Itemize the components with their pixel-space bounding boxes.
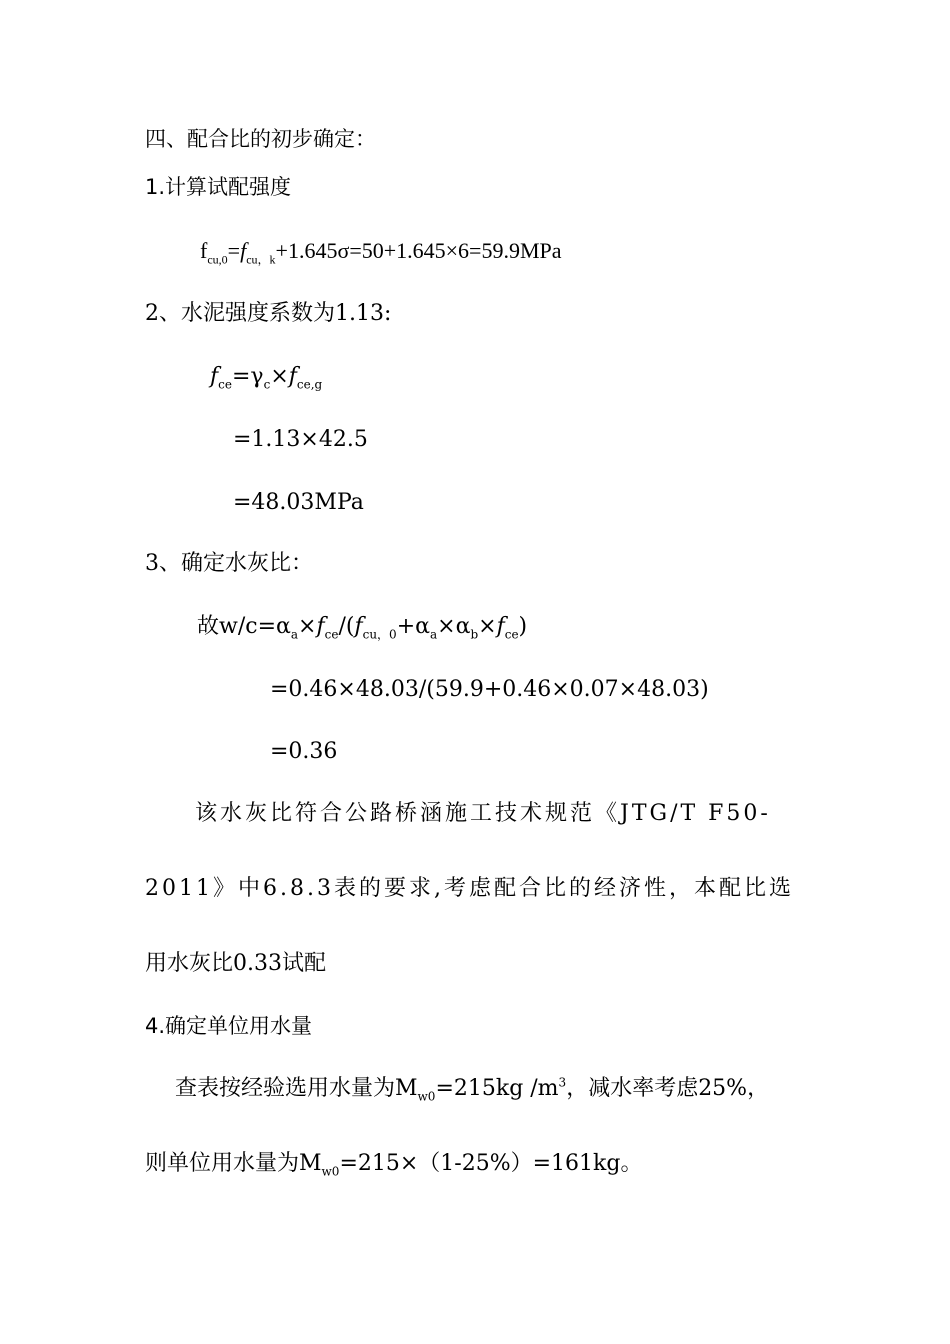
step-2-title: 2、水泥强度系数为1.13: (145, 301, 392, 326)
water-paragraph-line-2: 则单位用水量为$M_{w0}=215\times(1-25\%)=161kg$。 (145, 1151, 643, 1179)
wc-paragraph-line-3: 用水灰比0.33试配 (145, 951, 326, 976)
formula-trial-strength: $f_{cu,0}=f_{cu,k}+1.645\sigma=50+1.645\times 6=59.9MPa$ (200, 238, 562, 267)
water-paragraph-line-1: 查表按经验选用水量为$M_{w0}=215kg$ $/m^3$，减水率考虑25%， (175, 1075, 770, 1104)
wc-paragraph-line-2: 2011》中6.8.3表的要求,考虑配合比的经济性，本配比选 (145, 876, 794, 901)
formula-water-cement-ratio: 故$w/c=\alpha_a\times f_{ce}/(f_{cu,0}+\alpha_a\times\alpha_b\times f_{ce})$ (197, 614, 528, 642)
step-3-title: 3、确定水灰比： (145, 551, 313, 576)
cement-calc-line-1: =1.13×42.5 (233, 427, 368, 452)
wc-calc-line-1: =0.46×48.03/(59.9+0.46×0.07×48.03) (270, 677, 709, 702)
step-1-title: 1.计算试配强度 (145, 175, 292, 199)
step-4-title: 4.确定单位用水量 (145, 1014, 313, 1038)
wc-paragraph-line-1: 该水灰比符合公路桥涵施工技术规范《JTG/T F50- (195, 801, 771, 826)
section-heading: 四、配合比的初步确定： (145, 127, 376, 151)
wc-calc-line-2: =0.36 (270, 739, 338, 764)
formula-cement-strength: $f_{ce}=\gamma_c\times f_{ce,g}$ (210, 364, 323, 392)
cement-calc-line-2: =48.03MPa (233, 490, 364, 515)
